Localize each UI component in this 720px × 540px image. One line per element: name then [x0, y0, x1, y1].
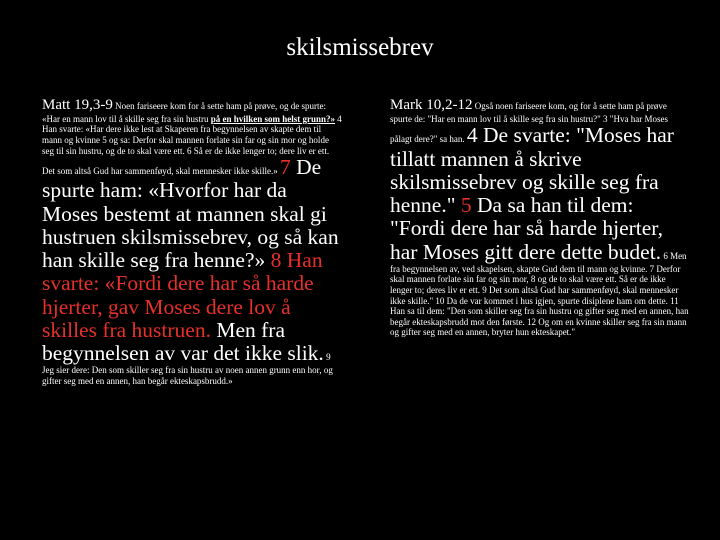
mark-reference: Mark 10,2-12	[390, 97, 473, 113]
mark-verse-6-12: 6 Men fra begynnelsen av, ved skapelsen, skapte Gud dem til mann og kvinne. 7 Derfor skal mannen forlate sin far og sin mor, 8 og de to skal være ett. Så er de ikke lenger to; deres liv er ett. 9 Det som altså Gud har sammenføyd, skal mennesker ikke skille." 10 Da de var kommet i hus igjen, spurte disiplene ham om dette. 11 Han sa til dem: "Den som skiller seg fra sin hustru og gifter seg med en annen, han begår ekteskapsbrudd mot den første. 12 Og om en kvinne skiller seg fra sin mann og gifter seg med en annen, bryter hun ekteskapet."	[390, 250, 689, 338]
mark-verse-4: De svarte: "Moses har tillatt mannen å skrive skilsmissebrev og skille seg fra henne."	[390, 123, 674, 218]
mark-verse-5-number: 5	[460, 193, 472, 218]
mark-verse-5: Da sa han til dem: "Fordi dere har så harde hjerter, har Moses gitt dere dette budet.	[390, 193, 663, 264]
matthew-intro-emphasis: på en hvilken som helst grunn?»	[210, 113, 335, 124]
matthew-verse-7: De spurte ham: «Hvorfor har da Moses bestemt at mannen skal gi hustruen skilsmissebrev, og så kan han skille seg fra henne?»	[42, 155, 339, 273]
matthew-verse-9: 9 Jeg sier dere: Den som skiller seg fra sin hustru av noen annen grunn enn hor, og gifter seg med en annen, han begår ekteskapsbrudd.»	[42, 351, 333, 386]
matthew-verse-7-number: 7	[279, 155, 291, 180]
matthew-intro: Noen fariseere kom for å sette ham på prøve, og de spurte: «Har en mann lov til å skille seg fra sin hustru	[42, 101, 326, 124]
mark-verse-4-number: 4	[466, 123, 478, 148]
mark-column	[390, 97, 690, 338]
matthew-verse-8-number: 8	[270, 248, 282, 273]
matthew-verse-4-6: 4 Han svarte: «Har dere ikke lest at Skaperen fra begynnelsen av skapte dem til mann og kvinne 5 og sa: Derfor skal mannen forlate sin far og sin mor og holde seg til sin hustru, og de to skal være ett. 6 Så er de ikke lenger to; dere liv er ett. Det som altså Gud har sammenføyd, skal mennesker ikke skille.»	[42, 113, 342, 177]
matthew-verse-8-white: Men fra begynnelsen av var det ikke slik.	[42, 317, 324, 365]
matthew-verse-8-red: Han svarte: «Fordi dere har så harde hjerter, gav Moses dere lov å skilles fra hustruen.	[42, 248, 323, 342]
page-title: skilsmissebrev	[286, 34, 434, 61]
matthew-column	[42, 97, 342, 386]
mark-intro: Også noen fariseere kom, og for å sette ham på prøve spurte de: "Har en mann lov til å skille seg fra sin hustru?" 3 "Hva har Moses pålagt dere?" sa han.	[390, 101, 668, 145]
matthew-reference: Matt 19,3-9	[42, 97, 113, 113]
